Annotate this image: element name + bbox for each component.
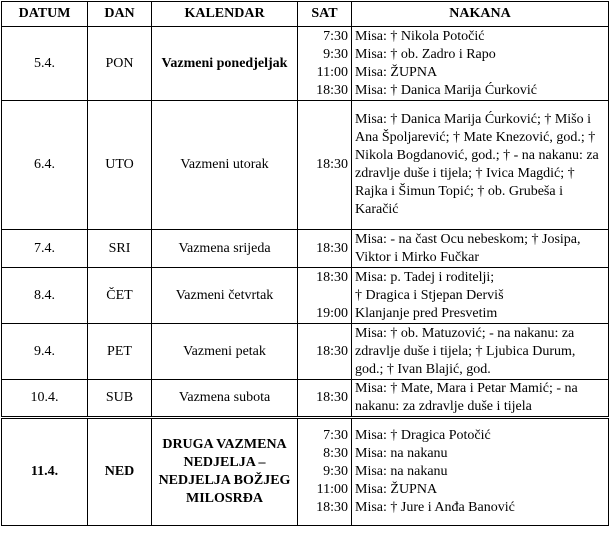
time-cell xyxy=(298,27,352,101)
mass-intention: Misa: † Mate, Mara i Petar Mamić; - na nakanu: za zdravlje duše i tijela xyxy=(355,381,578,414)
header-dan: DAN xyxy=(88,2,152,27)
calendar-text: DRUGA VAZMENA NEDJELJA – NEDJELJA BOŽJEG MILOSRĐA xyxy=(158,437,291,506)
intention-cell xyxy=(352,418,609,526)
time-gap xyxy=(301,287,348,305)
mass-time: 18:30 xyxy=(316,343,348,359)
date-cell: 7.4. xyxy=(2,230,88,268)
mass-intention: † Dragica i Stjepan Derviš xyxy=(355,287,504,303)
day-cell: SUB xyxy=(88,380,152,418)
date-cell: 9.4. xyxy=(2,324,88,380)
schedule-row-saturday xyxy=(2,380,609,418)
mass-time: 18:30 xyxy=(316,390,348,405)
mass-intention: Misa: ŽUPNA xyxy=(355,64,438,80)
mass-time: 18:30 xyxy=(316,82,348,98)
mass-intention: Misa: na nakanu xyxy=(355,446,448,461)
day-cell: NED xyxy=(88,418,152,526)
mass-intention: Misa: na nakanu xyxy=(355,464,448,479)
mass-intention: Misa: † ob. Zadro i Rapo xyxy=(355,46,496,62)
intention-cell xyxy=(352,268,609,324)
day-cell: PET xyxy=(88,324,152,380)
calendar-cell: Vazmeni utorak xyxy=(152,101,298,230)
mass-time: 7:30 xyxy=(323,428,348,443)
mass-intention: Misa: † Jure i Anđa Banović xyxy=(355,500,515,515)
calendar-cell xyxy=(152,27,298,101)
mass-time: 18:30 xyxy=(316,157,348,172)
mass-intention: Misa: ŽUPNA xyxy=(355,482,438,497)
calendar-cell: Vazmena srijeda xyxy=(152,230,298,268)
schedule-row-wednesday xyxy=(2,230,609,268)
calendar-cell xyxy=(152,418,298,526)
schedule-row-sunday xyxy=(2,418,609,526)
mass-intention: Misa: † Danica Marija Ćurković; † Mišo i Ana Špoljarević; † Mate Knezović, god.; † Nikola Bogdanović, god.; † - na nakanu: za zdravlje duše i tijela; † Ivica Magdić; † Rajka i Šimun Topić; † ob. Grubeša i Karačić xyxy=(355,112,599,217)
intention-cell xyxy=(352,230,609,268)
intention-cell xyxy=(352,380,609,418)
mass-intention: Misa: p. Tadej i roditelji; xyxy=(355,269,495,285)
day-cell: UTO xyxy=(88,101,152,230)
intention-cell xyxy=(352,101,609,230)
date-cell: 8.4. xyxy=(2,268,88,324)
mass-intention: Misa: † Nikola Potočić xyxy=(355,28,485,44)
mass-intention: Misa: † ob. Matuzović; - na nakanu: za zdravlje duše i tijela; † Ljubica Durum, god.; † Ivan Blajić, god. xyxy=(355,325,576,377)
mass-time: 11:00 xyxy=(316,482,348,497)
adoration-note: Klanjanje pred Presvetim xyxy=(355,305,498,321)
date-cell: 5.4. xyxy=(2,27,88,101)
header-sat: SAT xyxy=(298,2,352,27)
mass-schedule-table xyxy=(1,1,609,526)
time-cell xyxy=(298,101,352,230)
date-cell: 11.4. xyxy=(2,418,88,526)
intention-cell xyxy=(352,324,609,380)
mass-time: 11:00 xyxy=(316,64,348,80)
mass-time: 18:30 xyxy=(316,269,348,285)
mass-time: 9:30 xyxy=(323,46,348,62)
date-cell: 6.4. xyxy=(2,101,88,230)
mass-intention: Misa: † Danica Marija Ćurković xyxy=(355,82,537,98)
mass-intention: Misa: - na čast Ocu nebeskom; † Josipa, Viktor i Mirko Fučkar xyxy=(355,231,581,265)
header-row xyxy=(2,2,609,27)
intention-cell xyxy=(352,27,609,101)
adoration-time: 19:00 xyxy=(316,305,348,321)
day-cell: PON xyxy=(88,27,152,101)
mass-time: 7:30 xyxy=(323,28,348,44)
day-cell: ČET xyxy=(88,268,152,324)
time-cell xyxy=(298,380,352,418)
header-datum: DATUM xyxy=(2,2,88,27)
header-kalendar: KALENDAR xyxy=(152,2,298,27)
schedule-row-tuesday xyxy=(2,101,609,230)
mass-time: 18:30 xyxy=(316,240,348,256)
date-cell: 10.4. xyxy=(2,380,88,418)
time-cell xyxy=(298,230,352,268)
calendar-cell: Vazmeni četvrtak xyxy=(152,268,298,324)
header-nakana: NAKANA xyxy=(352,2,609,27)
calendar-cell: Vazmeni petak xyxy=(152,324,298,380)
mass-time: 9:30 xyxy=(323,464,348,479)
mass-time: 8:30 xyxy=(323,446,348,461)
schedule-row-friday xyxy=(2,324,609,380)
schedule-row-thursday xyxy=(2,268,609,324)
day-cell: SRI xyxy=(88,230,152,268)
calendar-text: Vazmeni ponedjeljak xyxy=(161,55,288,71)
time-cell xyxy=(298,324,352,380)
schedule-row-monday xyxy=(2,27,609,101)
calendar-cell: Vazmena subota xyxy=(152,380,298,418)
mass-time: 18:30 xyxy=(316,500,348,515)
time-cell xyxy=(298,418,352,526)
time-cell xyxy=(298,268,352,324)
mass-intention: Misa: † Dragica Potočić xyxy=(355,428,491,443)
